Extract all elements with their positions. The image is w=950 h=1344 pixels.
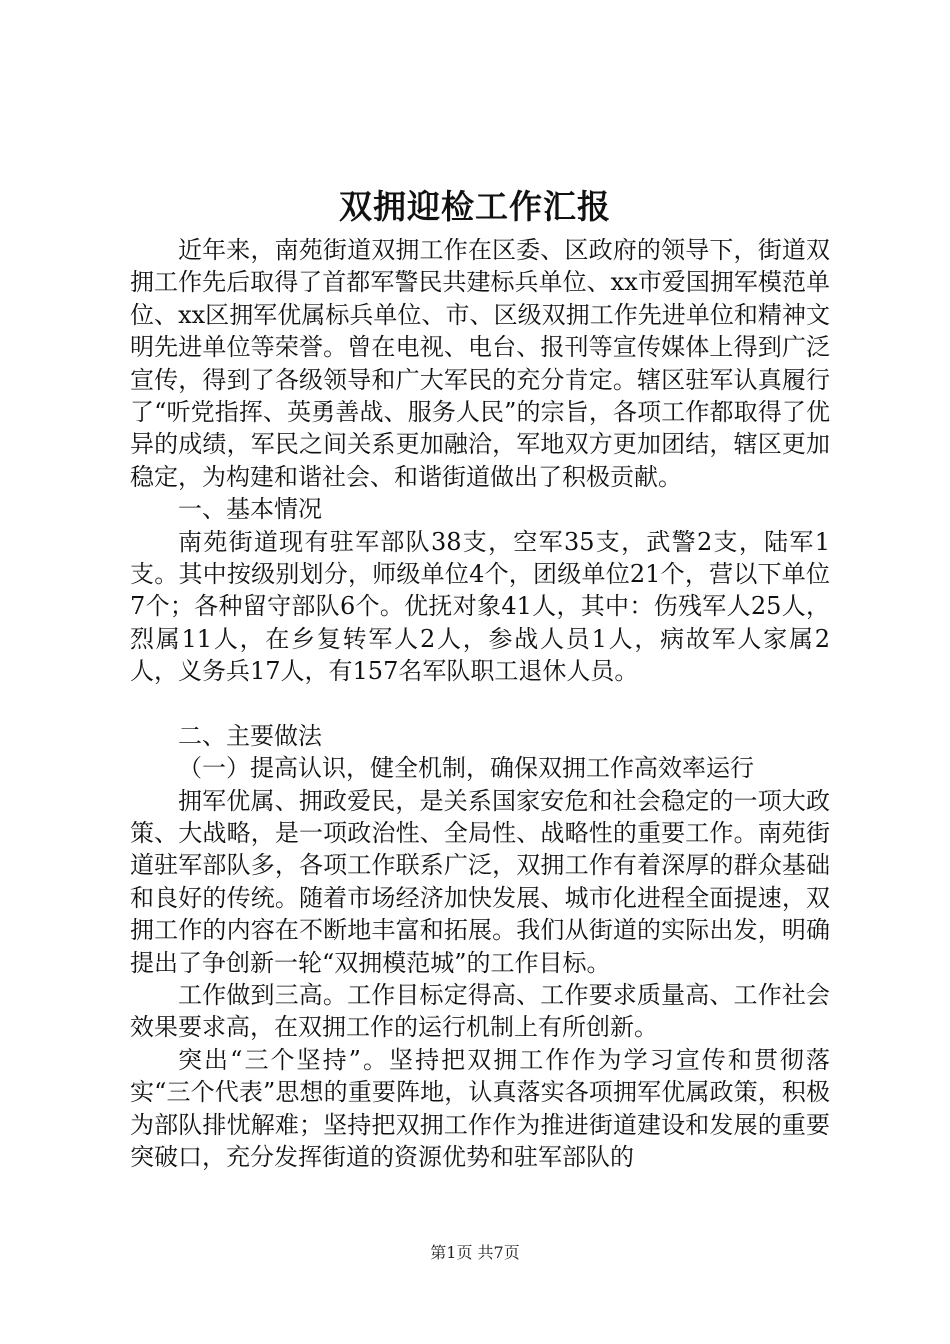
document-body <box>130 234 830 1173</box>
page-number-footer: 第1页 共7页 <box>430 1243 520 1262</box>
paragraph-three-highs: 工作做到三高。工作目标定得高、工作要求质量高、工作社会效果要求高，在双拥工作的运行机制上有所创新。 <box>130 980 830 1042</box>
paragraph-intro: 近年来，南苑街道双拥工作在区委、区政府的领导下，街道双拥工作先后取得了首都军警民共建标兵单位、xx市爱国拥军模范单位、xx区拥军优属标兵单位、市、区级双拥工作先进单位和精神文明先进单位等荣誉。曾在电视、电台、报刊等宣传媒体上得到广泛宣传，得到了各级领导和广大军民的充分肯定。辖区驻军认真履行了“听党指挥、英勇善战、服务人民”的宗旨，各项工作都取得了优异的成绩，军民之间关系更加融洽，军地双方更加团结，辖区更加稳定，为构建和谐社会、和谐街道做出了积极贡献。 <box>130 236 830 491</box>
section-heading-basic-situation: 一、基本情况 <box>178 495 322 524</box>
paragraph-basic-situation: 南苑街道现有驻军部队38支，空军35支，武警2支，陆军1支。其中按级别划分，师级单位4个，团级单位21个，营以下单位7个；各种留守部队6个。优抚对象41人，其中：伤残军人25人，烈属11人，在乡复转军人2人，参战人员1人，病故军人家属2人，义务兵17人，有157名军队职工退休人员。 <box>130 527 830 686</box>
document-title: 双拥迎检工作汇报 <box>339 187 611 226</box>
subsection-heading-1: （一）提高认识，健全机制，确保双拥工作高效率运行 <box>178 754 754 783</box>
paragraph-three-persistence: 突出“三个坚持”。坚持把双拥工作作为学习宣传和贯彻落实“三个代表”思想的重要阵地，认真落实各项拥军优属政策，积极为部队排忧解难；坚持把双拥工作作为推进街道建设和发展的重要突破口，充分发挥街道的资源优势和驻军部队的 <box>130 1045 830 1171</box>
paragraph-policy: 拥军优属、拥政爱民，是关系国家安危和社会稳定的一项大政策、大战略，是一项政治性、全局性、战略性的重要工作。南苑街道驻军部队多，各项工作联系广泛，双拥工作有着深厚的群众基础和良好的传统。随着市场经济加快发展、城市化进程全面提速，双拥工作的内容在不断地丰富和拓展。我们从街道的实际出发，明确提出了争创新一轮“双拥模范城”的工作目标。 <box>130 786 830 977</box>
section-heading-main-practices: 二、主要做法 <box>178 721 322 750</box>
